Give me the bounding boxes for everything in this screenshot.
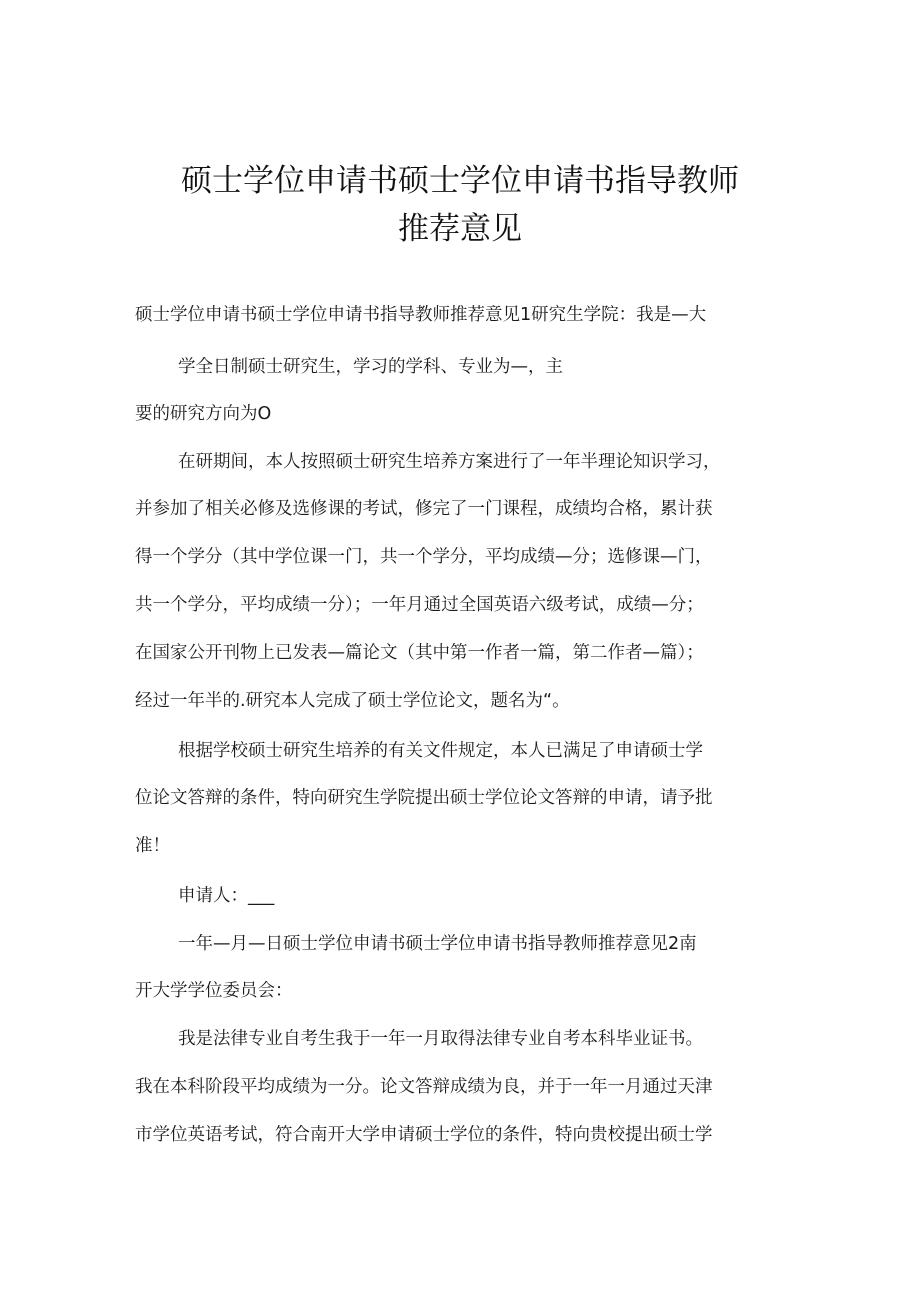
body-line-17: 我在本科阶段平均成绩为一分。论文答辩成绩为良，并于一年一月通过天津 [135,1077,713,1097]
body-line-5: 并参加了相关必修及选修课的考试，修完了一门课程，成绩均合格，累计获 [135,499,713,519]
body-line-10: 根据学校硕士研究生培养的有关文件规定，本人已满足了申请硕士学 [178,741,703,761]
body-line-6: 得一个学分（其中学位课一门，共一个学分，平均成绩—分；选修课—门， [135,547,713,567]
body-line-18: 市学位英语考试，符合南开大学申请硕士学位的条件，特向贵校提出硕士学 [135,1125,713,1145]
body-line-2: 学全日制硕士研究生，学习的学科、专业为—，主 [178,357,563,377]
document-title-line-1: 硕士学位申请书硕士学位申请书指导教师 [181,163,739,199]
body-line-14: 一年—月—日硕士学位申请书硕士学位申请书指导教师推荐意见2南 [178,934,697,954]
body-line-1: 硕士学位申请书硕士学位申请书指导教师推荐意见1研究生学院：我是—大 [135,305,707,325]
body-line-7: 共一个学分，平均成绩一分）；一年月通过全国英语六级考试，成绩—分； [135,595,704,615]
body-line-8: 在国家公开刊物上已发表—篇论文（其中第一作者一篇，第二作者—篇）； [135,643,704,663]
document-title-line-2: 推荐意见 [398,211,522,247]
body-line-9: 经过一年半的.研究本人完成了硕士学位论文，题名为“。 [135,691,570,711]
body-line-15: 开大学学位委员会： [135,981,293,1001]
body-line-4: 在研期间，本人按照硕士研究生培养方案进行了一年半理论知识学习， [178,452,721,472]
body-line-3: 要的研究方向为O [135,404,272,424]
body-line-11: 位论文答辩的条件，特向研究生学院提出硕士学位论文答辩的申请，请予批 [135,788,713,808]
body-line-16: 我是法律专业自考生我于一年一月取得法律专业自考本科毕业证书。 [178,1029,703,1049]
applicant-signature-line: 申请人：___ [178,886,275,906]
body-line-12: 准！ [135,836,170,856]
